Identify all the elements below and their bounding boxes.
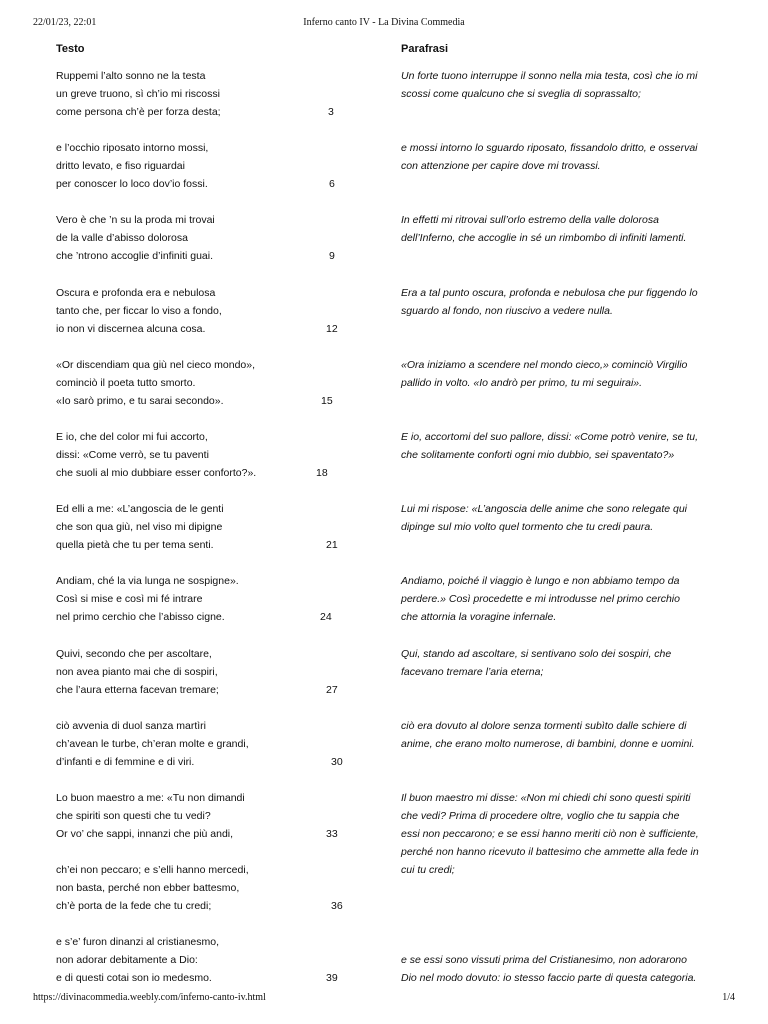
paraphrase-line: che vedi? Prima di procedere oltre, voglio che tu sappia che (401, 810, 680, 822)
paraphrase-block (401, 789, 731, 879)
verse-line: che ’ntrono accoglie d’infiniti guai. (56, 250, 214, 262)
column-heading-testo: Testo (56, 43, 85, 55)
page-number: 1/4 (722, 992, 735, 1003)
verse-number: 15 (321, 395, 333, 407)
verse-line: io non vi discernea alcuna cosa. (56, 323, 206, 335)
paraphrase-line: anime, che erano molto numerose, di bambini, donne e uomini. (401, 738, 695, 750)
verse-number: 36 (331, 900, 343, 912)
verse-number: 30 (331, 756, 343, 768)
paraphrase-block (401, 572, 731, 626)
paraphrase-block (401, 951, 731, 987)
stanza (56, 500, 356, 554)
stanza (56, 139, 356, 193)
verse-line: ch’ei non peccaro; e s’elli hanno mercedi, (56, 864, 249, 876)
paraphrase-block (401, 717, 731, 753)
verse-line: come persona ch’è per forza desta; (56, 106, 221, 118)
verse-line: dissi: «Come verrò, se tu paventi (56, 449, 209, 461)
paraphrase-block (401, 356, 731, 392)
verse-line: Vero è che ’n su la proda mi trovai (56, 214, 215, 226)
verse-line: e di questi cotai son io medesmo. (56, 972, 212, 984)
paraphrase-line: cui tu credi; (401, 864, 455, 876)
paraphrase-block (401, 211, 731, 247)
verse-number: 27 (326, 684, 338, 696)
verse-line: Oscura e profonda era e nebulosa (56, 287, 216, 299)
paraphrase-block (401, 645, 731, 681)
verse-line: un greve truono, sì ch’io mi riscossi (56, 88, 220, 100)
paraphrase-block (401, 139, 731, 175)
verse-line: che son qua giù, nel viso mi dipigne (56, 521, 223, 533)
paraphrase-line: dipinge sul mio volto quel tormento che tu credi paura. (401, 521, 654, 533)
verse-number: 24 (320, 611, 332, 623)
stanza (56, 861, 356, 915)
verse-line: per conoscer lo loco dov’io fossi. (56, 178, 208, 190)
verse-line: quella pietà che tu per tema senti. (56, 539, 214, 551)
verse-line: ciò avvenia di duol sanza martìri (56, 720, 206, 732)
paraphrase-line: ciò era dovuto al dolore senza tormenti subìto dalle schiere di (401, 720, 687, 732)
verse-line: non avea pianto mai che di sospiri, (56, 666, 218, 678)
verse-number: 33 (326, 828, 338, 840)
paraphrase-block (401, 428, 731, 464)
print-footer (0, 992, 768, 1006)
paraphrase-line: che attornia la voragine infernale. (401, 611, 557, 623)
stanza (56, 789, 356, 843)
stanza (56, 428, 356, 482)
verse-number: 12 (326, 323, 338, 335)
verse-line: nel primo cerchio che l’abisso cigne. (56, 611, 225, 623)
column-heading-parafrasi: Parafrasi (401, 43, 449, 55)
verse-number: 9 (329, 250, 335, 262)
verse-line: cominciò il poeta tutto smorto. (56, 377, 196, 389)
verse-line: Ruppemi l’alto sonno ne la testa (56, 70, 206, 82)
paraphrase-block (401, 284, 731, 320)
verse-line: Andiam, ché la via lunga ne sospigne». (56, 575, 239, 587)
paraphrase-line: «Ora iniziamo a scendere nel mondo cieco,» cominciò Virgilio (401, 359, 688, 371)
verse-line: che suoli al mio dubbiare esser conforto?». (56, 467, 257, 479)
verse-number: 6 (329, 178, 335, 190)
paraphrase-line: Dio nel modo dovuto: io stesso faccio parte di questa categoria. (401, 972, 697, 984)
verse-line: «Io sarò primo, e tu sarai secondo». (56, 395, 224, 407)
verse-line: Ed elli a me: «L’angoscia de le genti (56, 503, 224, 515)
verse-line: tanto che, per ficcar lo viso a fondo, (56, 305, 222, 317)
stanza (56, 356, 356, 410)
paraphrase-line: e se essi sono vissuti prima del Cristianesimo, non adorarono (401, 954, 687, 966)
paraphrase-line: sguardo al fondo, non riuscivo a vedere nulla. (401, 305, 613, 317)
page-title: Inferno canto IV - La Divina Commedia (303, 17, 465, 28)
verse-line: Or vo’ che sappi, innanzi che più andi, (56, 828, 234, 840)
stanza (56, 67, 356, 121)
verse-line: Così si mise e così mi fé intrare (56, 593, 203, 605)
verse-line: Lo buon maestro a me: «Tu non dimandi (56, 792, 245, 804)
verse-line: che l’aura etterna facevan tremare; (56, 684, 219, 696)
verse-line: e l’occhio riposato intorno mossi, (56, 142, 209, 154)
paraphrase-line: pallido in volto. «Io andrò per primo, tu mi seguirai». (401, 377, 643, 389)
stanza (56, 645, 356, 699)
stanza (56, 572, 356, 626)
source-url: https://divinacommedia.weebly.com/inferno-canto-iv.html (33, 992, 266, 1003)
stanza (56, 211, 356, 265)
verse-line: che spiriti son questi che tu vedi? (56, 810, 211, 822)
verse-line: non adorar debitamente a Dio: (56, 954, 198, 966)
verse-number: 3 (328, 106, 334, 118)
paraphrase-line: Andiamo, poiché il viaggio è lungo e non abbiamo tempo da (401, 575, 680, 587)
verse-line: ch’è porta de la fede che tu credi; (56, 900, 212, 912)
paraphrase-line: dell’Inferno, che accoglie in sé un rimbombo di infiniti lamenti. (401, 232, 687, 244)
paraphrase-line: Il buon maestro mi disse: «Non mi chiedi chi sono questi spiriti (401, 792, 691, 804)
paraphrase-block (401, 67, 731, 103)
print-header (0, 17, 768, 31)
verse-number: 39 (326, 972, 338, 984)
paraphrase-line: e mossi intorno lo sguardo riposato, fissandolo dritto, e osservai (401, 142, 698, 154)
paraphrase-line: essi non peccarono; e se essi hanno meriti ciò non è sufficiente, (401, 828, 699, 840)
paraphrase-line: con attenzione per capire dove mi trovassi. (401, 160, 601, 172)
verse-line: d’infanti e di femmine e di viri. (56, 756, 195, 768)
verse-number: 18 (316, 467, 328, 479)
verse-line: E io, che del color mi fui accorto, (56, 431, 208, 443)
verse-line: e s’e’ furon dinanzi al cristianesmo, (56, 936, 220, 948)
verse-line: dritto levato, e fiso riguardai (56, 160, 185, 172)
verse-line: non basta, perché non ebber battesmo, (56, 882, 240, 894)
paraphrase-line: perché non hanno ricevuto il battesimo che ammette alla fede in (401, 846, 699, 858)
paraphrase-block (401, 500, 731, 536)
verse-line: «Or discendiam qua giù nel cieco mondo», (56, 359, 256, 371)
paraphrase-line: Qui, stando ad ascoltare, si sentivano solo dei sospiri, che (401, 648, 672, 660)
verse-line: de la valle d’abisso dolorosa (56, 232, 188, 244)
print-date: 22/01/23, 22:01 (33, 17, 97, 28)
paraphrase-line: scossi come qualcuno che si sveglia di soprassalto; (401, 88, 641, 100)
paraphrase-line: E io, accortomi del suo pallore, dissi: «Come potrò venire, se tu, (401, 431, 699, 443)
verse-line: ch’avean le turbe, ch’eran molte e grandi, (56, 738, 249, 750)
stanza (56, 717, 356, 771)
paraphrase-line: In effetti mi ritrovai sull’orlo estremo della valle dolorosa (401, 214, 659, 226)
paraphrase-line: Era a tal punto oscura, profonda e nebulosa che pur figgendo lo (401, 287, 698, 299)
paraphrase-line: perdere.» Così procedette e mi introdusse nel primo cerchio (401, 593, 680, 605)
paraphrase-line: facevano tremare l’aria eterna; (401, 666, 544, 678)
paraphrase-line: Lui mi rispose: «L’angoscia delle anime che sono relegate qui (401, 503, 688, 515)
stanza (56, 933, 356, 987)
stanza (56, 284, 356, 338)
verse-number: 21 (326, 539, 338, 551)
verse-line: Quivi, secondo che per ascoltare, (56, 648, 212, 660)
paraphrase-line: Un forte tuono interruppe il sonno nella mia testa, così che io mi (401, 70, 698, 82)
paraphrase-line: che solitamente conforti ogni mio dubbio, sei spaventato?» (401, 449, 675, 461)
